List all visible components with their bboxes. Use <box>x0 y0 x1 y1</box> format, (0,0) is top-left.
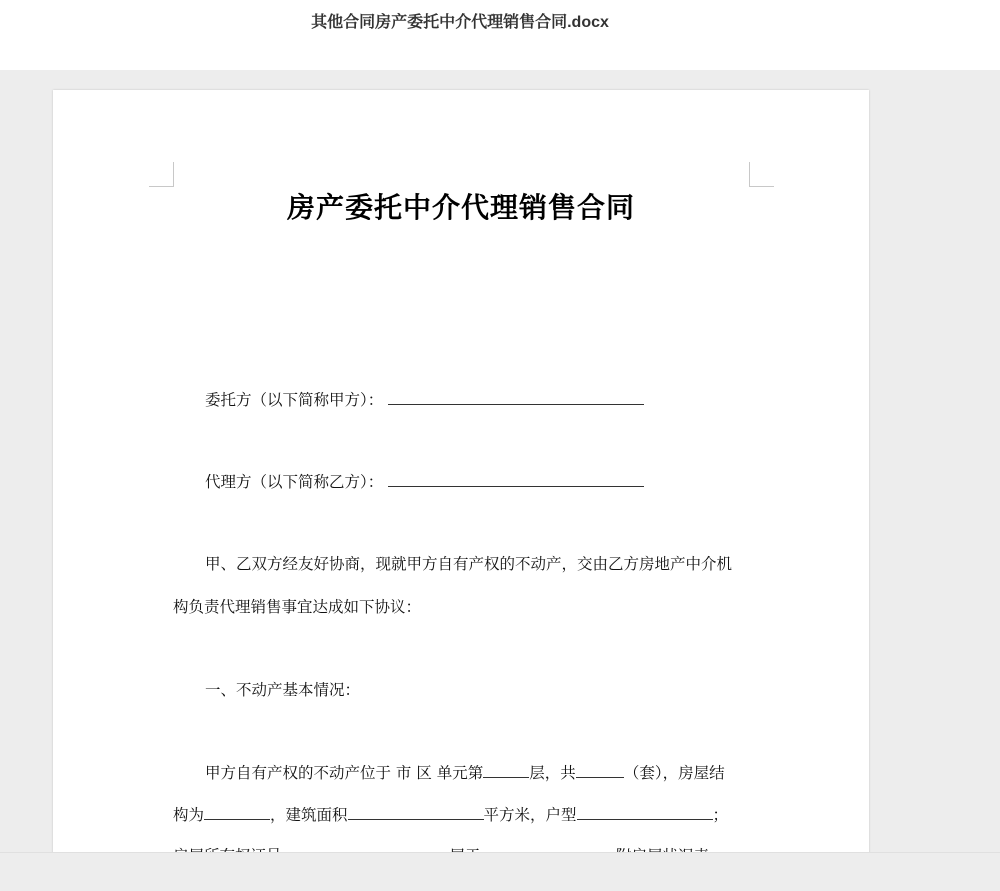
area-blank <box>348 804 484 820</box>
document-title: 房产委托中介代理销售合同 <box>286 191 635 224</box>
location-text: 甲方自有产权的不动产位于 市 区 单元第 <box>205 764 484 782</box>
intro-line-1: 甲、乙双方经友好协商，现就甲方自有产权的不动产，交由乙方房地产中介机 <box>205 555 733 573</box>
structure-blank <box>204 804 270 820</box>
document-viewer[interactable] <box>0 70 1000 852</box>
agent-party-label: 代理方（以下简称乙方）： <box>205 473 384 491</box>
structure-text: （套），房屋结 <box>623 764 725 782</box>
agent-party-blank <box>388 471 644 487</box>
client-party-line <box>205 388 644 410</box>
margin-corner-top-right <box>749 162 774 187</box>
layout-label: 平方米，户型 <box>483 806 577 824</box>
structure-label: 构为 <box>173 806 205 824</box>
unit-count-blank <box>576 762 624 778</box>
section-1-heading: 一、不动产基本情况： <box>205 681 361 699</box>
margin-corner-top-left <box>149 162 174 187</box>
intro-line-2: 构负责代理销售事宜达成如下协议： <box>173 598 422 616</box>
section-1-line-2 <box>173 803 728 825</box>
bottom-bar <box>0 852 1000 891</box>
line-end: ； <box>712 806 729 824</box>
floor-blank <box>483 762 529 778</box>
client-party-label: 委托方（以下简称甲方）： <box>205 391 384 409</box>
top-bar <box>0 0 1000 70</box>
file-title: 其他合同房产委托中介代理销售合同.docx <box>311 14 609 31</box>
agent-party-line <box>205 470 644 492</box>
floor-suffix: 层，共 <box>529 764 576 782</box>
client-party-blank <box>388 389 644 405</box>
document-page <box>53 90 869 890</box>
section-1-line-1 <box>205 761 725 783</box>
layout-blank <box>577 804 713 820</box>
area-label: ，建筑面积 <box>270 806 348 824</box>
